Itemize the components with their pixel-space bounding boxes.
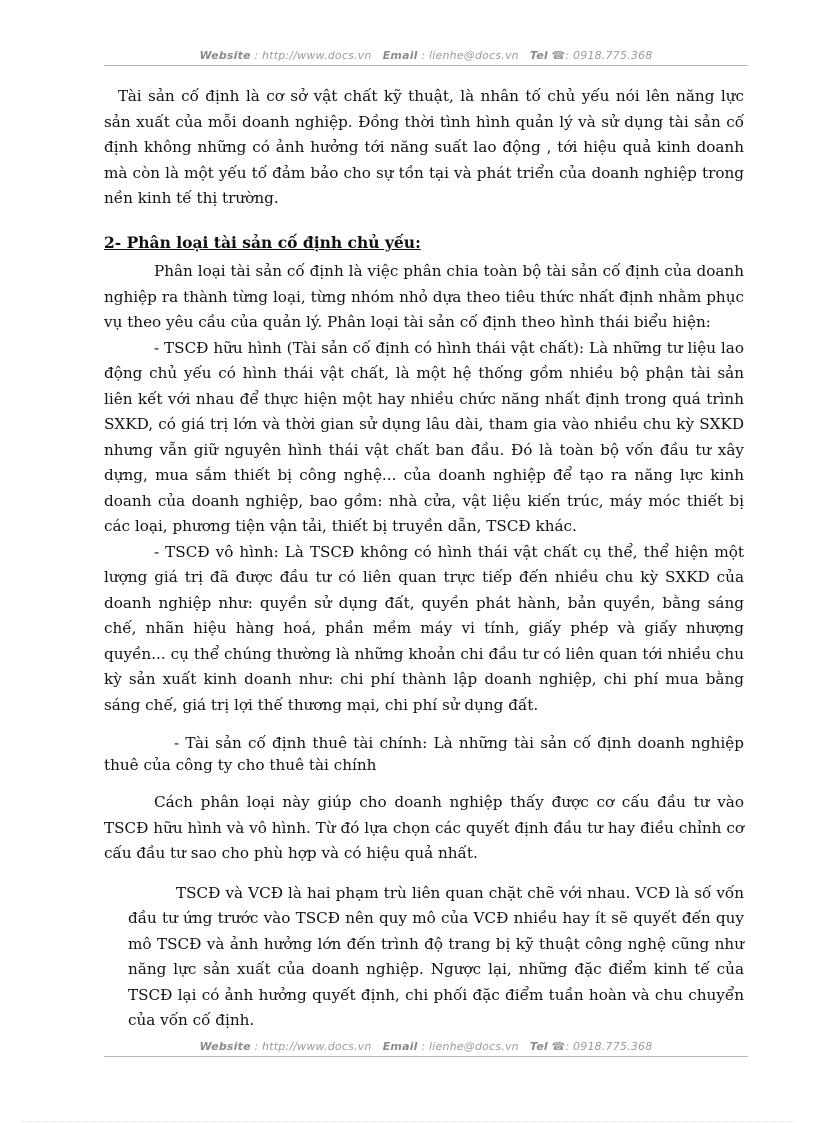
header-email-value[interactable]: : lienhe@docs.vn — [421, 49, 519, 62]
finance-lease-paragraph: - Tài sản cố định thuê tài chính: Là những tài sản cố định doanh nghiệp thuê của công ty cho thuê tài chính — [104, 734, 744, 774]
page-header — [104, 49, 748, 66]
phone-icon: ☎ — [551, 1040, 566, 1053]
classification-method-paragraph: Cách phân loại này giúp cho doanh nghiệp thấy được cơ cấu đầu tư vào TSCĐ hữu hình và vô hình. Từ đó lựa chọn các quyết định đầu tư hay điều chỉnh cơ cấu đầu tư sao cho phù hợp và có hiệu quả nhất. — [104, 793, 744, 862]
footer-tel-value: : 0918.775.368 — [565, 1040, 653, 1053]
header-website-label: Website — [199, 49, 251, 62]
footer-email-value[interactable]: : lienhe@docs.vn — [421, 1040, 519, 1053]
intangible-assets-paragraph: - TSCĐ vô hình: Là TSCĐ không có hình thái vật chất cụ thể, thể hiện một lượng giá trị đã được đầu tư có liên quan trực tiếp đến nhiều chu kỳ SXKD của doanh nghiệp như: quyền sử dụng đất, quyền phát hành, bản quyền, bằng sáng chế, nhãn hiệu hàng hoá, phần mềm máy vi tính, giấy phép và giấy nhượng quyền... cụ thể chúng thường là những khoản chi đầu tư có liên quan tới nhiều chu kỳ sản xuất kinh doanh như: chi phí thành lập doanh nghiệp, chi phí mua bằng sáng chế, giá trị lợi thế thương mại, chi phí sử dụng đất. — [104, 542, 744, 714]
header-website-value[interactable]: : http://www.docs.vn — [254, 49, 372, 62]
phone-icon: ☎ — [551, 49, 566, 62]
document-body — [104, 84, 744, 1034]
tangible-assets-paragraph: - TSCĐ hữu hình (Tài sản cố định có hình thái vật chất): Là những tư liệu lao động chủ yếu có hình thái vật chất, là một hệ thống gồm nhiều bộ phận tài sản liên kết với nhau để thực hiện một hay nhiều chức năng nhất định trong quá trình SXKD, có giá trị lớn và thời gian sử dụng lâu dài, tham gia vào nhiều chu kỳ SXKD nhưng vẫn giữ nguyên hình thái vật chất ban đầu. Đó là toàn bộ vốn đầu tư xây dựng, mua sắm thiết bị công nghệ... của doanh nghiệp để tạo ra năng lực kinh doanh của doanh nghiệp, bao gồm: nhà cửa, vật liệu kiến trúc, máy móc thiết bị các loại, phương tiện vận tải, thiết bị truyền dẫn, TSCĐ khác. — [104, 338, 744, 535]
footer-tel-label: Tel — [529, 1040, 548, 1053]
footer-website-value[interactable]: : http://www.docs.vn — [254, 1040, 372, 1053]
header-email-label: Email — [382, 49, 418, 62]
footer-website-label: Website — [199, 1040, 251, 1053]
section-heading: 2- Phân loại tài sản cố định chủ yếu: — [104, 232, 421, 252]
footer-email-label: Email — [382, 1040, 418, 1053]
tscd-vcd-relation-paragraph: TSCĐ và VCĐ là hai phạm trù liên quan chặt chẽ với nhau. VCĐ là số vốn đầu tư ứng trước vào TSCĐ nên quy mô của VCĐ nhiều hay ít sẽ quyết đến quy mô TSCĐ và ảnh hưởng lớn đến trình độ trang bị kỹ thuật công nghệ cũng như năng lực sản xuất của doanh nghiệp. Ngược lại, những đặc điểm kinh tế của TSCĐ lại có ảnh hưởng quyết định, chi phối đặc điểm tuần hoàn và chu chuyển của vốn cố định. — [128, 883, 744, 1029]
classification-paragraph: Phân loại tài sản cố định là việc phân chia toàn bộ tài sản cố định của doanh nghiệp ra thành từng loại, từng nhóm nhỏ dựa theo tiêu thức nhất định nhằm phục vụ theo yêu cầu của quản lý. Phân loại tài sản cố định theo hình thái biểu hiện: — [104, 262, 744, 331]
header-tel-value: : 0918.775.368 — [565, 49, 653, 62]
page-footer — [104, 1040, 748, 1057]
header-tel-label: Tel — [529, 49, 548, 62]
page-edge-divider — [22, 1121, 794, 1122]
intro-paragraph: Tài sản cố định là cơ sở vật chất kỹ thuật, là nhân tố chủ yếu nói lên năng lực sản xuất của mỗi doanh nghiệp. Đồng thời tình hình quản lý và sử dụng tài sản cố định không những có ảnh hưởng tới năng suất lao động , tới hiệu quả kinh doanh mà còn là một yếu tố đảm bảo cho sự tồn tại và phát triển của doanh nghiệp trong nền kinh tế thị trường. — [104, 87, 744, 207]
